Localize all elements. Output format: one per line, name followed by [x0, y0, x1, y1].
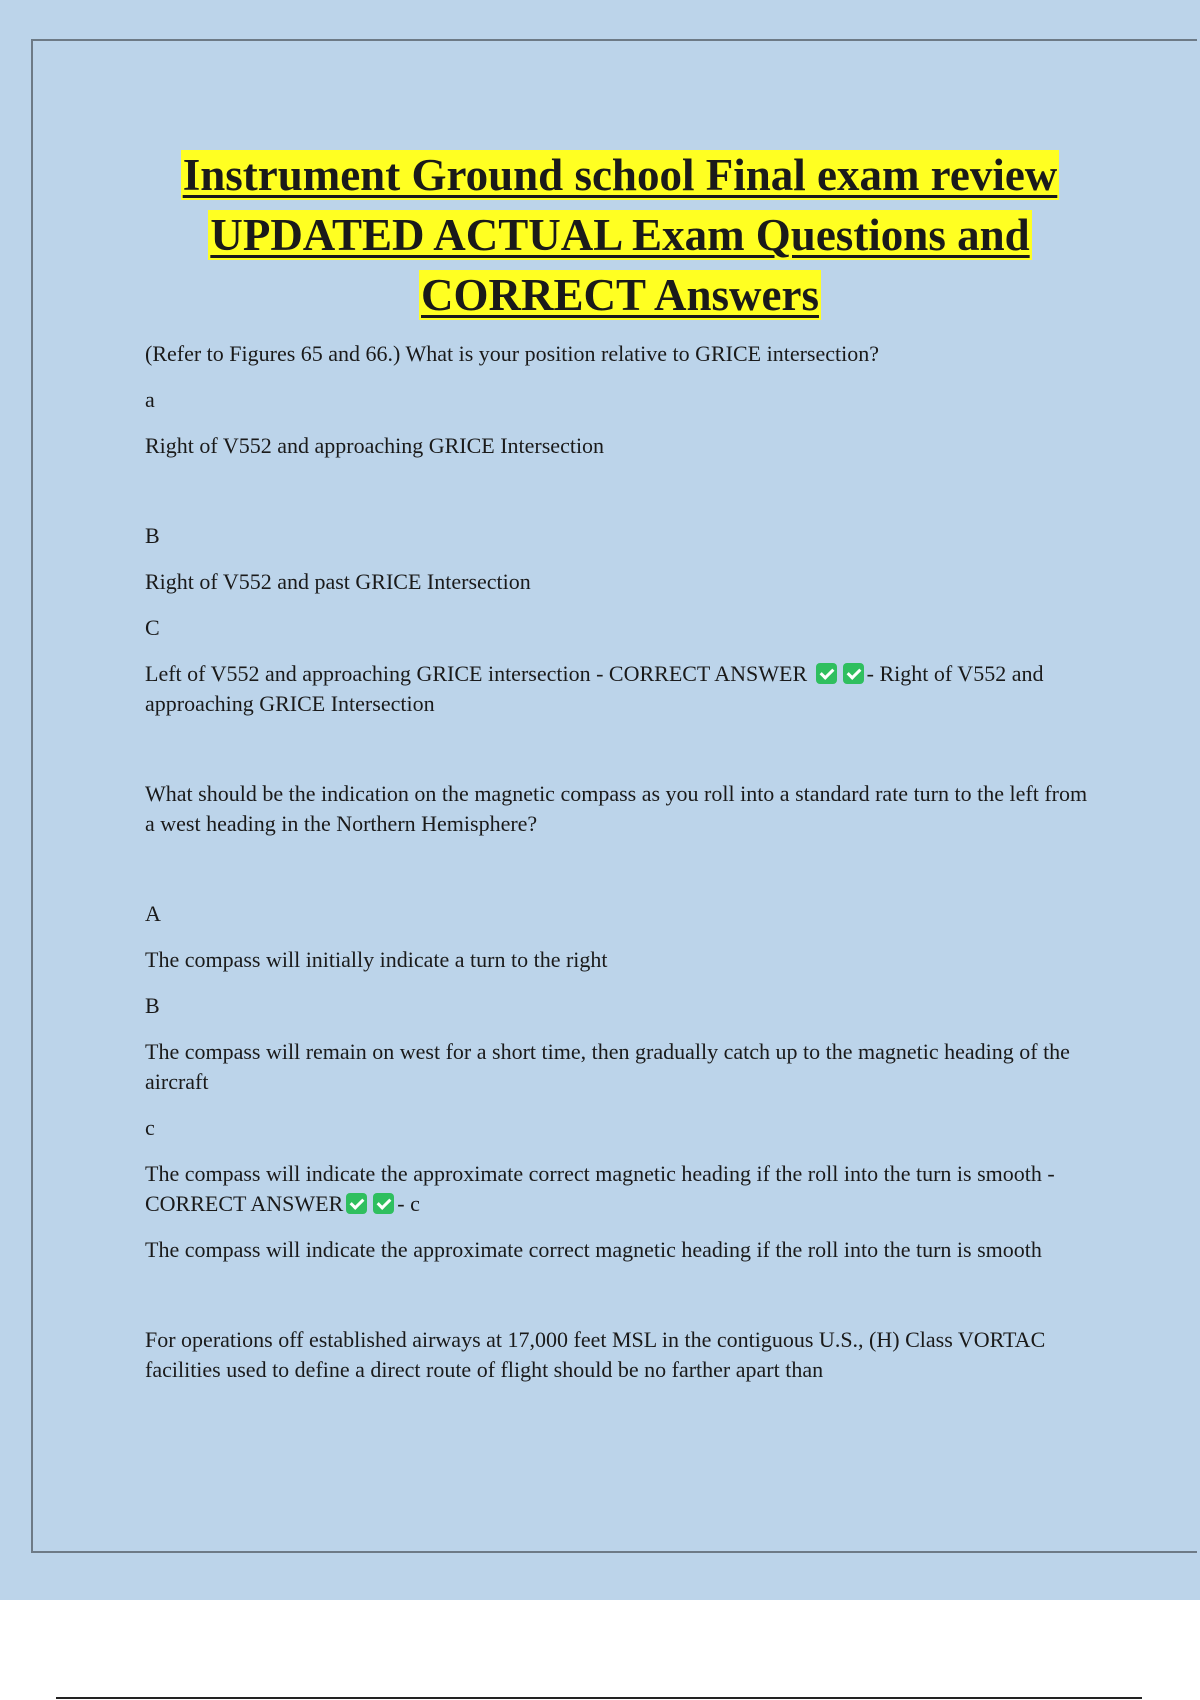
- q2-answer-text: The compass will indicate the approximate correct magnetic heading if the roll into the turn is smooth: [145, 1237, 1042, 1262]
- q2-answer-suffix: - c: [397, 1191, 420, 1216]
- q1-label-c: C: [145, 615, 160, 640]
- q1-option-b: Right of V552 and past GRICE Intersection: [145, 569, 531, 594]
- document-title: [145, 145, 1095, 325]
- q2-label-c: c: [145, 1115, 155, 1140]
- q1-option-c: [145, 659, 1095, 719]
- q1-label-b: B: [145, 523, 160, 548]
- q2-option-c-text: The compass will indicate the approximate correct magnetic heading if the roll into the turn is smooth - CORRECT ANSWER: [145, 1161, 1055, 1216]
- bottom-divider: [56, 1697, 1142, 1699]
- q2-option-a: The compass will initially indicate a turn to the right: [145, 947, 608, 972]
- check-mark-icon: [816, 663, 837, 684]
- check-mark-icon: [373, 1193, 394, 1214]
- q2-label-b: B: [145, 993, 160, 1018]
- q2-option-c: [145, 1159, 1095, 1219]
- check-mark-icon: [346, 1193, 367, 1214]
- q3-question: For operations off established airways at 17,000 feet MSL in the contiguous U.S., (H) Class VORTAC facilities used to define a direct route of flight should be no farther apart than: [145, 1327, 1046, 1382]
- title-line-3: CORRECT Answers: [421, 270, 819, 320]
- q1-label-a: a: [145, 387, 155, 412]
- q2-question: What should be the indication on the magnetic compass as you roll into a standard rate turn to the left from a west heading in the Northern Hemisphere?: [145, 781, 1088, 836]
- title-line-2: UPDATED ACTUAL Exam Questions and: [210, 210, 1030, 260]
- q1-question: (Refer to Figures 65 and 66.) What is your position relative to GRICE intersection?: [145, 341, 879, 366]
- q1-option-c-text: Left of V552 and approaching GRICE intersection - CORRECT ANSWER: [145, 661, 808, 686]
- q1-option-a: Right of V552 and approaching GRICE Intersection: [145, 433, 605, 458]
- check-mark-icon: [843, 663, 864, 684]
- q1-answer-suffix: - Right of V552 and approaching GRICE Intersection: [145, 661, 1044, 716]
- document-content: [145, 145, 1095, 1401]
- title-line-1: Instrument Ground school Final exam review: [182, 150, 1058, 200]
- q2-option-b: The compass will remain on west for a short time, then gradually catch up to the magnetic heading of the aircraft: [145, 1039, 1070, 1094]
- q2-label-a: A: [145, 901, 161, 926]
